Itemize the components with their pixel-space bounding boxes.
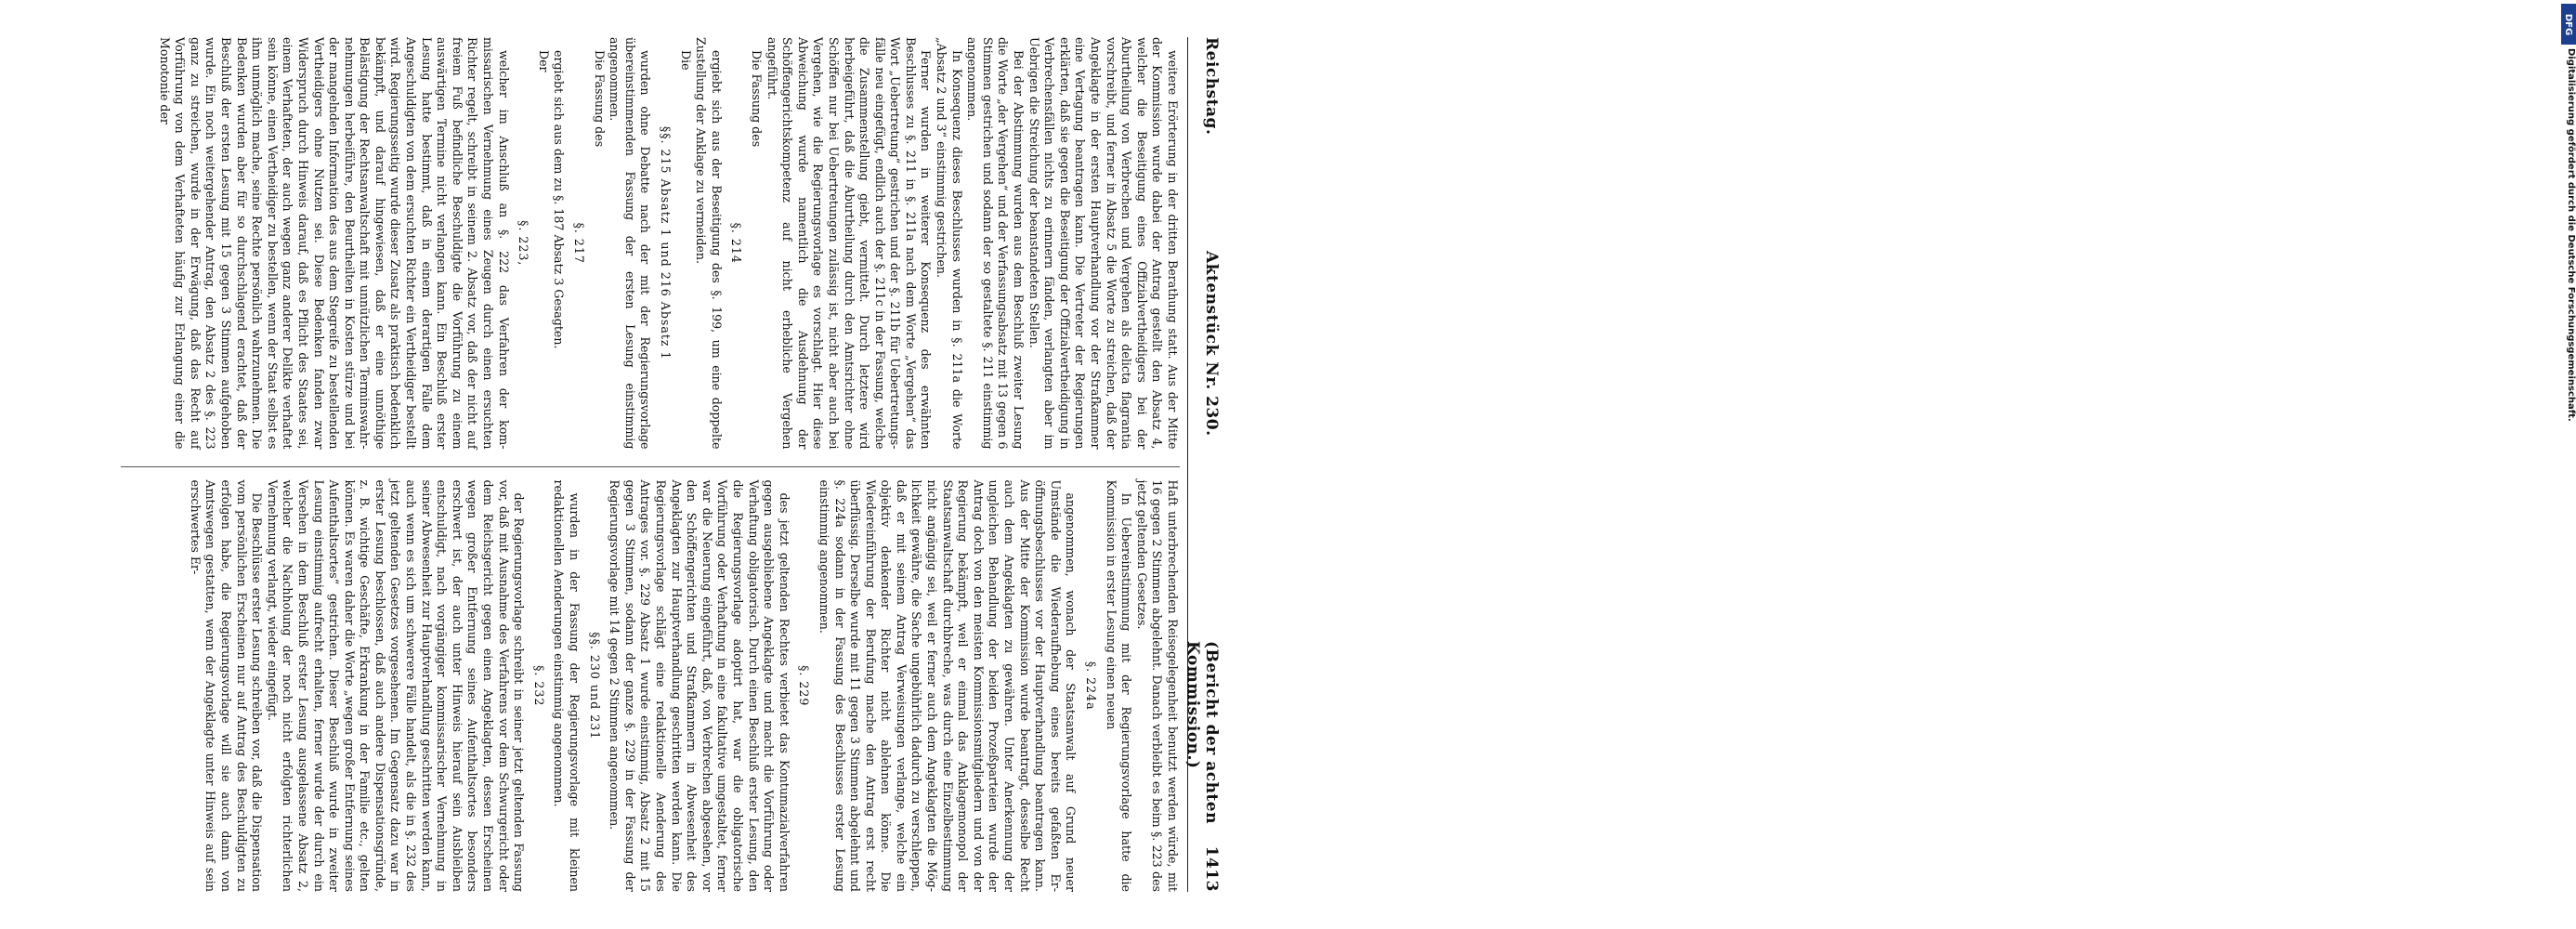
header-reichstag: Reichstag. <box>1202 37 1221 136</box>
paragraph: ergiebt sich aus dem zu §. 187 Absatz 3 Gesagten. <box>552 50 567 349</box>
left-column <box>121 37 1180 450</box>
section-heading: §§. 230 und 231 <box>587 632 602 740</box>
paragraph: welcher im Anschluß an §. 222 das Verfahren der kommissarischen Vernehmung eines Zeugen durch einen ersuchten Richter regelt, schreibt in seinem 2. Absatz vor, daß der nicht auf freiem Fuß befindliche Beschuldigte die Vorführung zu einem auswärtigen Termine nicht verlangen kann. Ein Beschluß erster Lesung hatte bestimmt, daß in einem derartigen Falle dem Angeschuldigten von dem ersuchten Richter ein Vertheidiger bestellt wird. Regierungsseitig wurde dieser Zusatz als praktisch bedenklich bekämpft, und darauf hingewiesen, daß er eine unnöthige Belästigung der Rechtsanwaltschaft mit unnützlichen Terminswahrnehmungen herbeiführe, den Beurtheilten in Kosten stürze und bei der mangelnden Information des aus dem Stegreife zu bestellenden Vertheidigers ohne Nutzen sei. Diese Bedenken fanden zwar Widerspruch durch Hinweis darauf, daß es Pflicht des Staates sei, einem Verhafteten, der auch wegen ganz anderer Delikte verhaftet sein könne, einen Vertheidiger zu bestellen, wenn der Staat selbst es ihm unmöglich mache, seine Rechte persönlich wahrzunehmen. Die Bedenken wurden aber für so durchschlagend erachtet, daß der Beschluß der ersten Lesung mit 15 gegen 3 Stimmen aufgehoben wurde. Ein noch weitergehender Antrag, den Absatz 2 des §. 223 ganz zu streichen, wurde in der Erwägung, daß das Recht auf Vorführung von dem Verhafteten häufig zur Erlangung einer die Monotonie der <box>157 37 511 450</box>
section-heading: §. 217 <box>572 222 587 264</box>
section-heading: §. 229 <box>797 665 812 707</box>
section-heading: §. 224a <box>1084 661 1099 711</box>
paragraph: weitere Erörterung in der dritten Berathung statt. Aus der Mitte der Kommission wurde dabei der Antrag gestellt den Absatz 4, welcher die Beseitigung eines Offizialvertheidigers bei der Aburtheilung von Verbrechen und Vergehen als delicta flagrantia vorschreibt, und ferner in Absatz 5 die Worte zu streichen, daß der Angeklagte in der ersten Hauptverhandlung vor der Strafkammer eine Vertagung beantragen kann. Die Vertreter der Regierungen erklärten, daß sie gegen die Beseitigung der Offizialvertheidigung in Verbrechensfällen nichts zu erinnern fänden, verlangten aber im Uebrigen die Streichung der beanstandeten Stellen. <box>1026 37 1180 450</box>
digitization-credit-bar <box>1280 0 2576 929</box>
paragraph: wurden in der Fassung der Regierungsvorlage mit kleinen redaktionellen Aenderungen einstimmig angenommen. <box>552 479 582 892</box>
right-column <box>121 466 1180 893</box>
paragraph: Ferner wurden in weiterer Konsequenz des erwähnten Beschlusses zu §. 211 in §. 211a nach dem Worte „Vergehen“ das Wort „Uebertretung“ gestrichen und der §. 211b für Uebertretungsfälle neu eingefügt, endlich auch der §. 211c in der Fassung, welche die Zusammenstellung giebt, vermittelt. Durch letztere wird herbeigeführt, daß die Aburtheilung durch den Amtsrichter ohne Schöffen nur bei Uebertretungen zulässig ist, nicht aber auch bei Vergehen, wie die Regierungsvorlage es vorschlagt. Hier diese Abweichung wurde namentlich die Ausdehnung der Schöffengerichtskompetenz auf nicht erhebliche Vergehen angeführt. <box>765 37 934 450</box>
paragraph: Die Fassung des <box>592 50 607 148</box>
paragraph: Der <box>536 50 551 72</box>
paragraph: Die <box>678 50 693 71</box>
paragraph: Die Fassung des <box>749 50 764 148</box>
header-document-number: Aktenstück Nr. 230. <box>1202 251 1221 437</box>
section-heading: §. 232 <box>531 665 546 707</box>
paragraph: wurden ohne Debatte nach der mit der Regierungsvorlage übereinstimmenden Fassung der ersten Lesung einstimmig angenommen. <box>608 37 653 450</box>
header-page-number: 1413 <box>1202 845 1221 892</box>
paragraph: ergiebt sich aus der Beseitigung des §. 199, um eine doppelte Zustellung der Anklage zu vermeiden. <box>694 37 724 450</box>
page-header <box>1183 37 1228 892</box>
dfg-logo-icon <box>2561 4 2576 45</box>
paragraph: Haft unterbrechenden Reisegelegenheit benutzt werden würde, mit 16 gegen 2 Stimmen abgelehnt. Danach verbleibt es beim §. 223 des jetzt geltenden Gesetzes. <box>1134 479 1180 892</box>
paragraph: der Regierungsvorlage schreibt in seiner jetzt geltenden Fassung vor, daß mit Ausnahme des Verfahrens vor dem Schwurgericht oder dem Reichsgericht gegen einen Angeklagten, dessen Erscheinen wegen großer Entfernung seines Aufenthaltsortes besonders erschwert ist, der auch unter Hinweis hierauf sein Ausbleiben entschuldigt, nach vorgängiger kommissarischer Vernehmung in seiner Abwesenheit zur Hauptverhandlung geschritten werden kann, auch wenn es sich um schwerere Fälle handelt, als die in §. 232 des jetzt geltenden Gesetzes vorgesehenen. Im Gegensatz dazu war in erster Lesung beschlossen, daß auch andere Dispensationsgründe, z. B. wichtige Geschäfte, Erkrankung in der Familie etc., gelten können. Es waren daher die Worte „wegen großer Entfernung seines Aufenthaltsortes“ gestrichen. Dieser Beschluß wurde in zweiter Lesung einstimmig aufrecht erhalten, ferner wurde der durch ein Versehen in dem Beschluß erster Lesung ausgelassene Absatz 2, welcher die Nachholung der noch nicht erfolgten richterlichen Vernehmung verlangt, wieder eingefügt. <box>265 479 527 892</box>
section-heading: §. 214 <box>729 222 744 264</box>
document-page <box>76 0 1284 929</box>
paragraph: Die Beschlüsse erster Lesung schreiben vor, daß die Dispensation vom persönlichen Erscheinen nur auf Antrag des Beschuldigten zu erfolgen habe, die Regierungsvorlage will sie auch dann von Amtswegen gestatten, wenn der Angeklagte unter Hinweis auf sein erschwertes Er- <box>188 479 265 892</box>
paragraph: Bei der Abstimmung wurden aus dem Beschluß zweiter Lesung die Worte „der Vergehen“ und der Verfassungsabsatz mit 13 gegen 6 Stimmen gestrichen und sodann der so gestaltete §. 211 einstimmig angenommen. <box>965 37 1026 450</box>
header-report-title: (Bericht der achten Kommission.) <box>1183 641 1221 824</box>
text-columns <box>121 37 1180 892</box>
dfg-logo-text: DFG <box>2563 13 2574 35</box>
paragraph: In Uebereinstimmung mit der Regierungsvorlage hatte die Kommission in erster Lesung einen neuen <box>1104 479 1134 892</box>
section-heading: §. 223, <box>517 220 531 267</box>
paragraph: des jetzt geltenden Rechtes verbietet das Kontumazialverfahren gegen ausgebliebene Angeklagte und macht die Vorführung oder Verhaftung obligatorisch. Durch einen Beschluß erster Lesung, den die Regierungsvorlage adoptirt hat, war die obligatorische Vorführung oder Verhaftung in eine fakultative umgestaltet, ferner war die Neuerung eingeführt, daß, von Verbrechen abgesehen, vor den Schöffengerichten und Strafkammern in Abwesenheit des Angeklagten zur Hauptverhandlung geschritten werden kann. Die Regierungsvorlage schlägt eine redaktionelle Aenderung des Antrages vor. §. 229 Absatz 1 wurde einstimmig, Absatz 2 mit 15 gegen 3 Stimmen, sodann der ganze §. 229 in der Fassung der Regierungsvorlage mit 14 gegen 2 Stimmen angenommen. <box>608 479 791 892</box>
paragraph: In Konsequenz dieses Beschlusses wurden in §. 211a die Worte „Absatz 2 und 3“ einstimmig gestrichen. <box>935 37 964 450</box>
section-heading: §§. 215 Absatz 1 und 216 Absatz 1 <box>659 125 673 360</box>
paragraph: angenommen, wonach der Staatsanwalt auf Grund neuer Umstände die Wiederaufhebung eines bereits gefaßten Eröffnungsbeschlusses vor der Hauptverhandlung beantragen kann. Aus der Mitte der Kommission wurde beantragt, desselbe Recht auch dem Angeklagten zu gewähren. Unter Anerkennung der ungleichen Behandlung der beiden Prozeßparteien wurde der Antrag doch von den meisten Kommissionsmitgliedern und von der Regierung bekämpft, weil er einmal das Anklagemonopol der Staatsanwaltschaft durchbreche, was durch eine Einzelbestimmung nicht angängig sei, weil er ferner auch dem Angeklagten die Möglichkeit gewähre, die Sache ungebührlich dadurch zu verschleppen, daß er mit seinem Antrag Verweisungen verlange, welche ein objektiv denkender Richter nicht ablehnen könne. Die Wiedereinführung der Berufung mache den Antrag erst recht überflüssig. Derselbe wurde mit 11 gegen 3 Stimmen abgelehnt und §. 224a sodann in der Fassung des Beschlusses erster Lesung einstimmig angenommen. <box>817 479 1079 892</box>
digitization-credit-text: Digitalisierung gefördert durch die Deutsche Forschungsgemeinschaft. <box>2566 48 2576 422</box>
